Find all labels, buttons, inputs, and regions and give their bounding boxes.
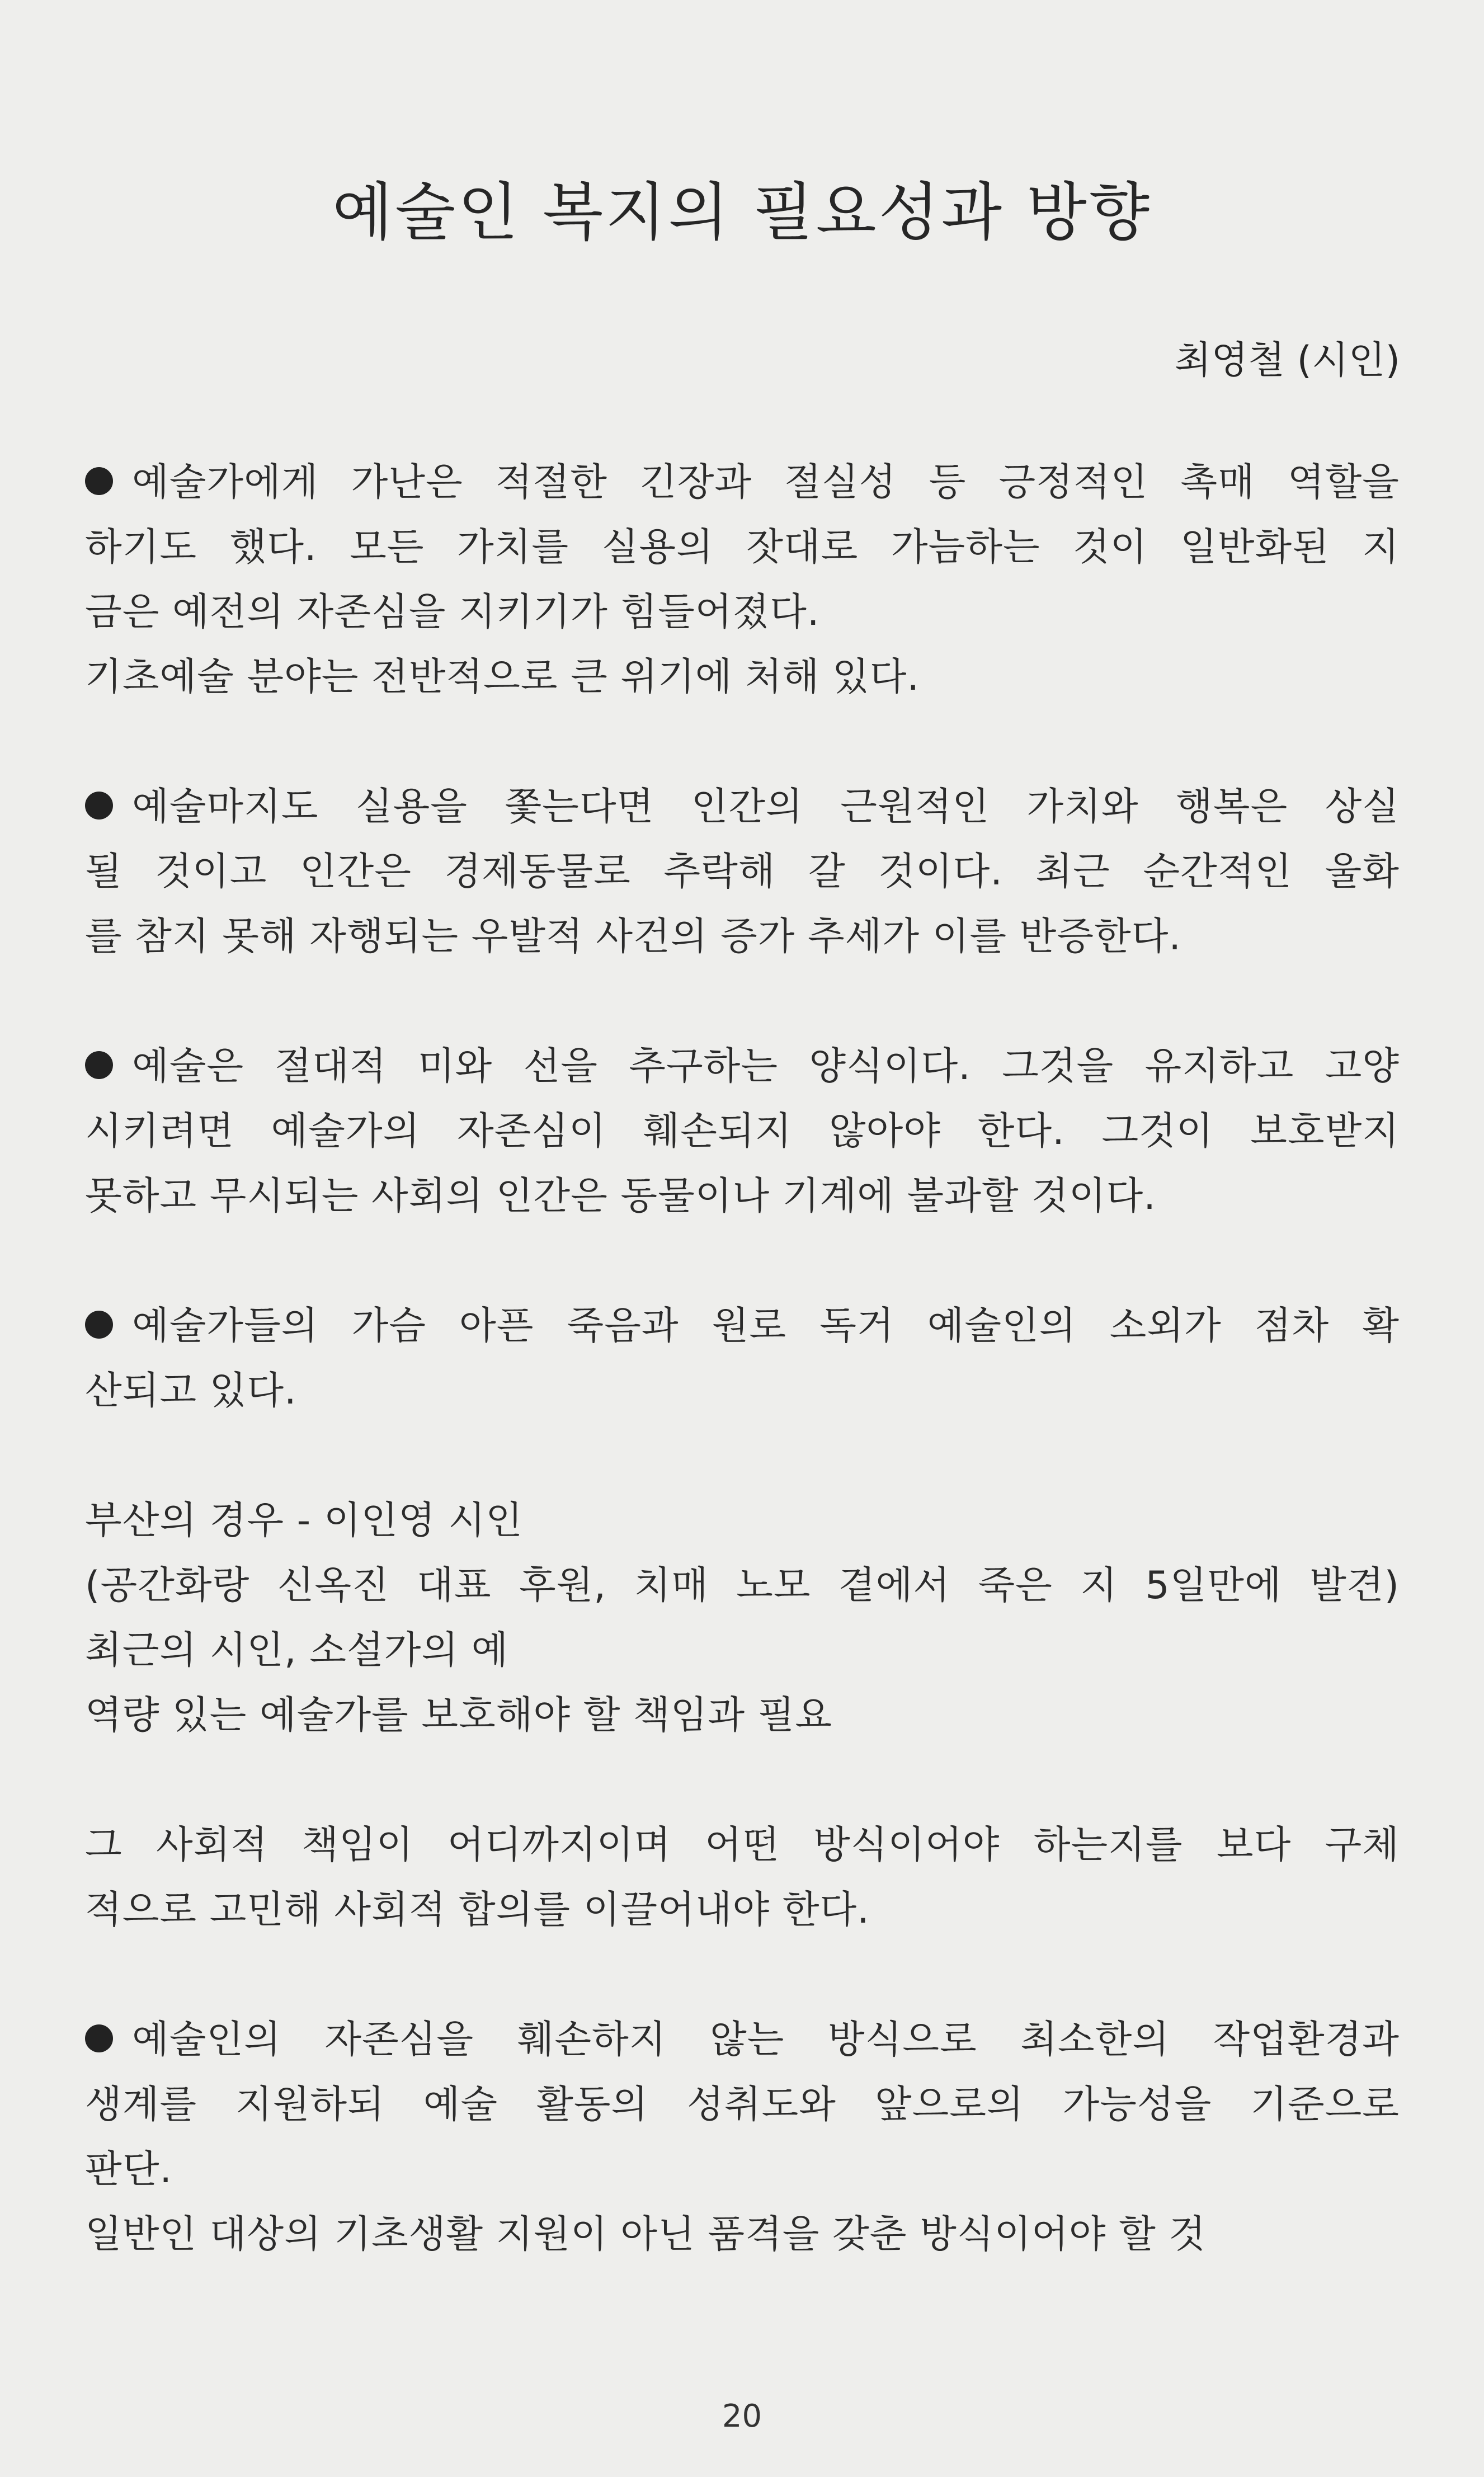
paragraph-gap — [85, 1748, 1400, 1813]
example-line-3: 최근의 시인, 소설가의 예 — [85, 1628, 509, 1673]
paragraph-5-line-2: 생계를 지원하되 예술 활동의 성취도와 앞으로의 가능성을 기준으로 — [85, 2083, 1400, 2127]
paragraph-4-line-1 — [85, 1294, 1400, 1359]
example-line-4: 역량 있는 예술가를 보호해야 할 책임과 필요 — [85, 1693, 833, 1737]
paragraph-1-line-1 — [85, 450, 1400, 515]
text-span: 예술인의 자존심을 훼손하지 않는 방식으로 최소한의 작업환경과 — [132, 2018, 1400, 2062]
example-line-2: (공간화랑 신옥진 대표 후원, 치매 노모 곁에서 죽은 지 5일만에 발견) — [85, 1564, 1400, 1608]
document-title: 예술인 복지의 필요성과 방향 — [332, 176, 1152, 249]
page-number: 20 — [722, 2398, 762, 2434]
body-text — [85, 450, 1400, 2267]
paragraph-5-line-3: 판단. — [85, 2148, 172, 2192]
responsibility-line-2: 적으로 고민해 사회적 합의를 이끌어내야 한다. — [85, 1888, 870, 1932]
bullet-icon — [85, 467, 113, 495]
text-span: 예술가들의 가슴 아픈 죽음과 원로 독거 예술인의 소외가 점차 확 — [132, 1304, 1400, 1348]
paragraph-3-line-3: 못하고 무시되는 사회의 인간은 동물이나 기계에 불과할 것이다. — [85, 1174, 1156, 1218]
paragraph-3-line-1 — [85, 1034, 1400, 1099]
paragraph-1-line-2: 하기도 했다. 모든 가치를 실용의 잣대로 가늠하는 것이 일반화된 지 — [85, 525, 1400, 569]
paragraph-gap — [85, 969, 1400, 1034]
bullet-icon — [85, 2024, 113, 2052]
paragraph-3-line-2: 시키려면 예술가의 자존심이 훼손되지 않아야 한다. 그것이 보호받지 — [85, 1109, 1400, 1153]
paragraph-2-line-1 — [85, 775, 1400, 840]
bullet-icon — [85, 1311, 113, 1339]
paragraph-1-line-3: 금은 예전의 자존심을 지키기가 힘들어졌다. — [85, 590, 820, 634]
paragraph-gap — [85, 1943, 1400, 2008]
paragraph-5-line-4: 일반인 대상의 기초생활 지원이 아닌 품격을 갖춘 방식이어야 할 것 — [85, 2212, 1207, 2257]
paragraph-gap — [85, 1424, 1400, 1489]
paragraph-5-line-1 — [85, 2008, 1400, 2073]
bullet-icon — [85, 792, 113, 820]
paragraph-1-line-4: 기초예술 분야는 전반적으로 큰 위기에 처해 있다. — [85, 655, 920, 699]
paragraph-gap — [85, 1229, 1400, 1294]
author-byline: 최영철 (시인) — [1174, 338, 1400, 383]
paragraph-2-line-3: 를 참지 못해 자행되는 우발적 사건의 증가 추세가 이를 반증한다. — [85, 915, 1182, 959]
paragraph-4-line-2: 산되고 있다. — [85, 1369, 297, 1413]
text-span: 예술마지도 실용을 쫓는다면 인간의 근원적인 가치와 행복은 상실 — [132, 785, 1400, 829]
paragraph-gap — [85, 710, 1400, 775]
example-line-1: 부산의 경우 - 이인영 시인 — [85, 1499, 523, 1543]
bullet-icon — [85, 1051, 113, 1079]
text-span: 예술은 절대적 미와 선을 추구하는 양식이다. 그것을 유지하고 고양 — [132, 1044, 1400, 1089]
responsibility-line-1: 그 사회적 책임이 어디까지이며 어떤 방식이어야 하는지를 보다 구체 — [85, 1823, 1400, 1867]
text-span: 예술가에게 가난은 적절한 긴장과 절실성 등 긍정적인 촉매 역할을 — [132, 460, 1400, 505]
paragraph-2-line-2: 될 것이고 인간은 경제동물로 추락해 갈 것이다. 최근 순간적인 울화 — [85, 850, 1400, 894]
